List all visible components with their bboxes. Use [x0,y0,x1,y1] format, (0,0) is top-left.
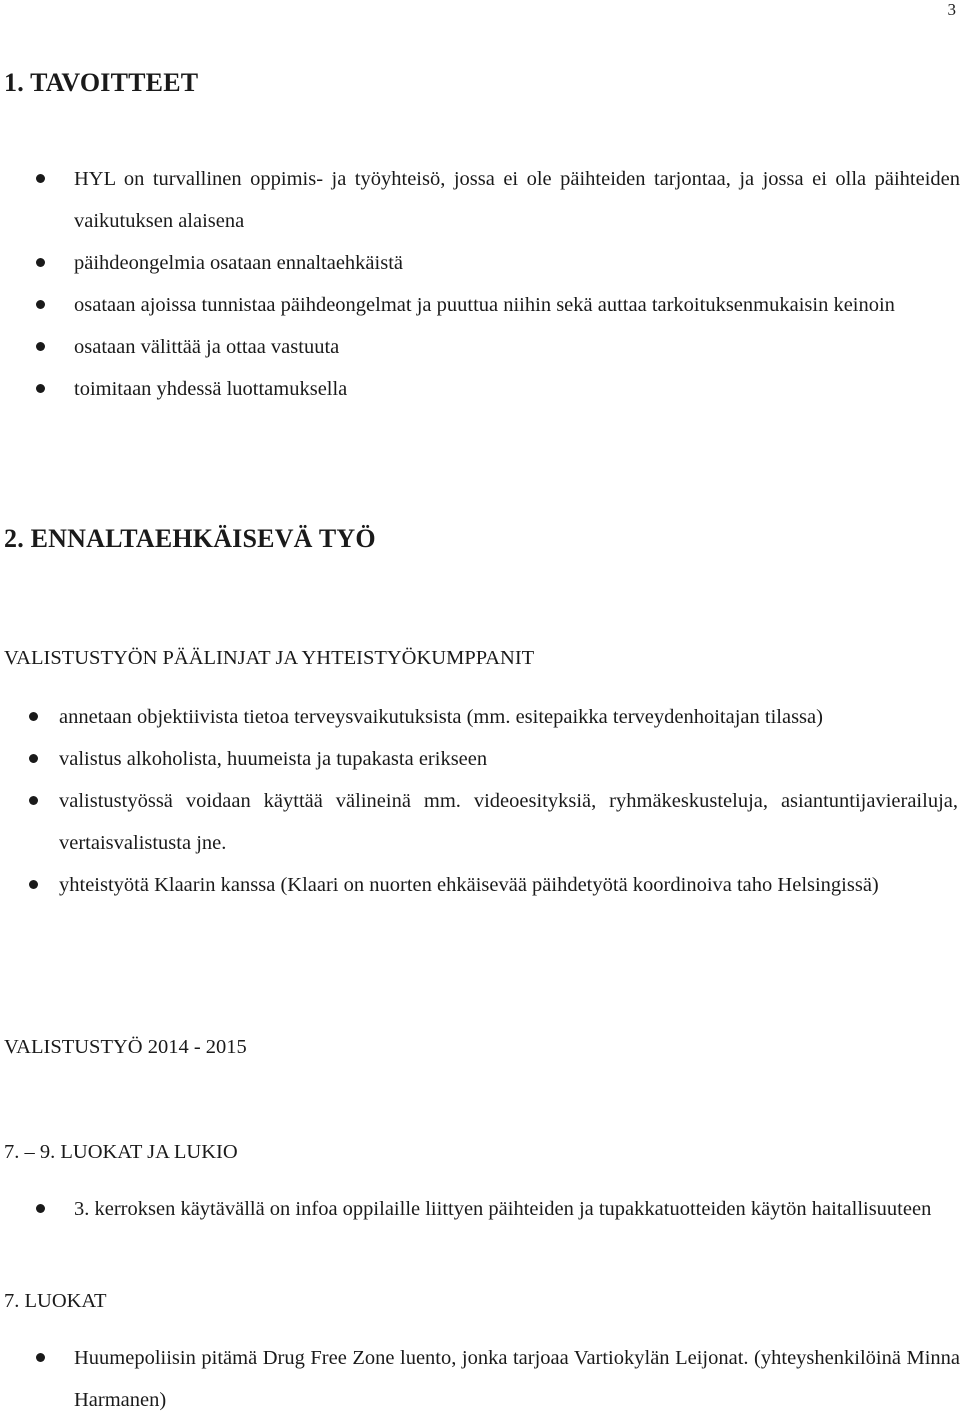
subsection-title-guidelines: VALISTUSTYÖN PÄÄLINJAT JA YHTEISTYÖKUMPPANIT [4,647,535,669]
subsection-title-valistustyo: VALISTUSTYÖ 2014 - 2015 [4,1036,247,1058]
section-title-goals: 1. TAVOITTEET [4,68,199,97]
list-item: valistus alkoholista, huumeista ja tupakasta erikseen [59,738,958,780]
list-item: toimitaan yhdessä luottamuksella [74,368,960,410]
section-title-prevention: 2. ENNALTAEHKÄISEVÄ TYÖ [4,524,376,553]
list-item: HYL on turvallinen oppimis- ja työyhteisö, jossa ei ole päihteiden tarjontaa, ja jossa ei olla päihteiden vaikutuksen alaisena [74,158,960,242]
grades-7-9-list [74,1188,960,1230]
list-item: osataan välittää ja ottaa vastuuta [74,326,960,368]
prevention-list [59,696,958,906]
list-item: annetaan objektiivista tietoa terveysvaikutuksista (mm. esitepaikka terveydenhoitajan tilassa) [59,696,958,738]
list-item: Huumepoliisin pitämä Drug Free Zone luento, jonka tarjoaa Vartiokylän Leijonat. (yhteyshenkilöinä Minna Harmanen) [74,1337,960,1421]
goals-list [74,158,960,410]
subsection-title-grade-7: 7. LUOKAT [4,1290,107,1312]
list-item: valistustyössä voidaan käyttää välineinä mm. videoesityksiä, ryhmäkeskusteluja, asiantuntijavierailuja, vertaisvalistusta jne. [59,780,958,864]
page-number: 3 [947,0,956,19]
subsection-title-grades-7-9: 7. – 9. LUOKAT JA LUKIO [4,1141,238,1163]
list-item: osataan ajoissa tunnistaa päihdeongelmat ja puuttua niihin sekä auttaa tarkoituksenmukaisin keinoin [74,284,960,326]
grade-7-list [74,1337,960,1421]
list-item: yhteistyötä Klaarin kanssa (Klaari on nuorten ehkäisevää päihdetyötä koordinoiva taho Helsingissä) [59,864,958,906]
list-item: päihdeongelmia osataan ennaltaehkäistä [74,242,960,284]
list-item: 3. kerroksen käytävällä on infoa oppilaille liittyen päihteiden ja tupakkatuotteiden käytön haitallisuuteen [74,1188,960,1230]
